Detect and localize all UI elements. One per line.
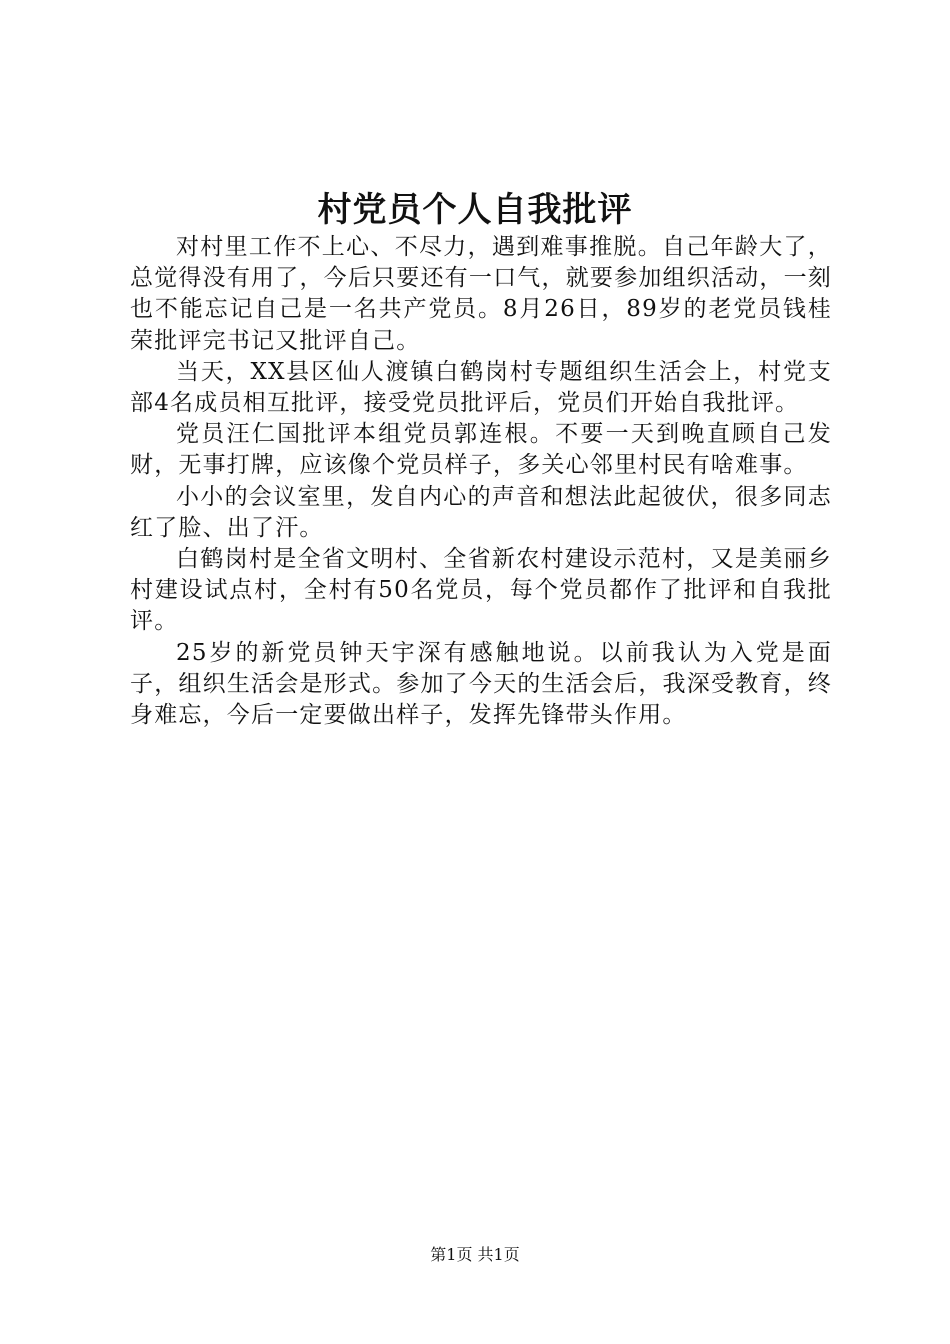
paragraph-1: 对村里工作不上心、不尽力，遇到难事推脱。自己年龄大了，总觉得没有用了，今后只要还有一口气，就要参加组织活动，一刻也不能忘记自己是一名共产党员。8月26日，89岁的老党员钱桂荣批评完书记又批评自己。	[130, 234, 832, 354]
document-body	[130, 232, 832, 731]
paragraph-6: 25岁的新党员钟天宇深有感触地说。以前我认为入党是面子，组织生活会是形式。参加了今天的生活会后，我深受教育，终身难忘，今后一定要做出样子，发挥先锋带头作用。	[130, 639, 832, 729]
page-footer: 第1页 共1页	[430, 1245, 520, 1264]
paragraph-4: 小小的会议室里，发自内心的声音和想法此起彼伏，很多同志红了脸、出了汗。	[130, 483, 832, 541]
paragraph-3: 党员汪仁国批评本组党员郭连根。不要一天到晚直顾自己发财，无事打牌，应该像个党员样子，多关心邻里村民有啥难事。	[130, 421, 832, 479]
paragraph-5: 白鹤岗村是全省文明村、全省新农村建设示范村，又是美丽乡村建设试点村，全村有50名党员，每个党员都作了批评和自我批评。	[130, 546, 832, 635]
document-title: 村党员个人自我批评	[317, 190, 633, 230]
paragraph-2: 当天，XX县区仙人渡镇白鹤岗村专题组织生活会上，村党支部4名成员相互批评，接受党员批评后，党员们开始自我批评。	[130, 358, 832, 417]
